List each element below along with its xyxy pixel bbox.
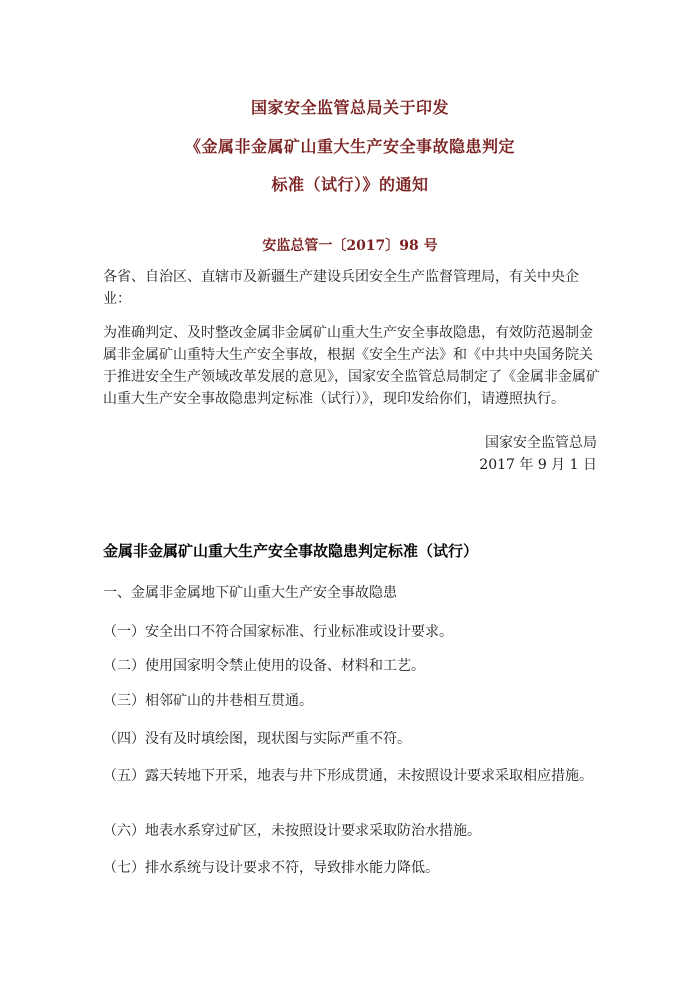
standard-title: 金属非金属矿山重大生产安全事故隐患判定标准（试行） bbox=[103, 542, 479, 560]
list-item: （四）没有及时填绘图，现状图与实际严重不符。 bbox=[103, 731, 411, 747]
list-item: （五）露天转地下开采，地表与井下形成贯通，未按照设计要求采取相应措施。 bbox=[103, 768, 593, 784]
list-item: （七）排水系统与设计要求不符，导致排水能力降低。 bbox=[103, 860, 439, 876]
notice-body-paragraph: 为准确判定、及时整改金属非金属矿山重大生产安全事故隐患，有效防范遏制金属非金属矿山重特大生产安全事故，根据《安全生产法》和《中共中央国务院关于推进安全生产领域改革发展的意见》，国家安全监管总局制定了《金属非金属矿山重大生产安全事故隐患判定标准（试行）》，现印发给你们，请遵照执行。 bbox=[103, 325, 600, 407]
addressee-paragraph: 各省、自治区、直辖市及新疆生产建设兵团安全生产监督管理局，有关中央企业： bbox=[103, 269, 579, 307]
list-item: （二）使用国家明令禁止使用的设备、材料和工艺。 bbox=[103, 658, 425, 674]
list-item: （六）地表水系穿过矿区，未按照设计要求采取防治水措施。 bbox=[103, 823, 481, 839]
list-item: （三）相邻矿山的井巷相互贯通。 bbox=[103, 693, 313, 709]
signature-issuer: 国家安全监管总局 bbox=[485, 435, 597, 451]
section-heading: 一、金属非金属地下矿山重大生产安全事故隐患 bbox=[103, 585, 397, 601]
notice-title-line-3: 标准（试行）》的通知 bbox=[271, 175, 429, 194]
notice-title-line-1: 国家安全监管总局关于印发 bbox=[250, 98, 449, 117]
notice-title-line-2: 《金属非金属矿山重大生产安全事故隐患判定 bbox=[184, 137, 515, 156]
list-item: （一）安全出口不符合国家标准、行业标准或设计要求。 bbox=[103, 624, 453, 640]
document-number: 安监总管一〔2017〕98 号 bbox=[262, 238, 438, 254]
signature-date: 2017 年 9 月 1 日 bbox=[479, 457, 597, 473]
